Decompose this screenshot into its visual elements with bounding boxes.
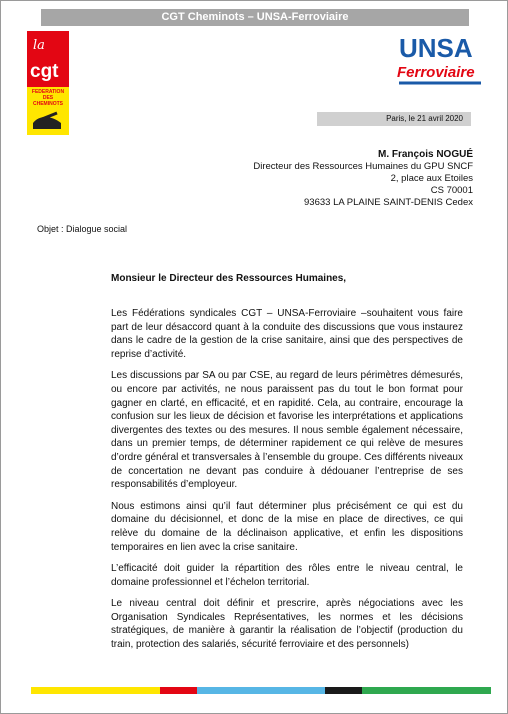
letter-date: Paris, le 21 avril 2020 [317, 112, 471, 126]
body-paragraph-1: Les Fédérations syndicales CGT – UNSA-Ferroviaire –souhaitent vous faire part de leur désaccord quant à la conduite des discussions que vous instaurez dans le cadre de la gestion de la crise sanitaire, ainsi que des perspectives de reprise d’activité. [111, 308, 463, 360]
body-paragraph-2: Les discussions par SA ou par CSE, au regard de leurs périmètres démesurés, ou encore par activités, ne nous paraissent pas du tout le bon format pour gagner en clarté, en efficacité, et en rapidité. Cela, au contraire, encourage la confusion sur les lieux de décision et favorise les interprétations et applications divergentes des textes ou des mesures. Il nous semble également nécessaire, dans un premier temps, de déterminer rapidement ce qui relève de mesures d’ordre général et transversales à l’ensemble du groupe. Ces différents niveaux de concertation ne devant pas conduire à dédouaner l’entreprise de ses responsabilités d’employeur. [111, 370, 463, 491]
unsa-logo-text: UNSA [399, 33, 473, 63]
recipient-address-2: CS 70001 [430, 185, 473, 196]
footer-segment-3 [197, 687, 326, 694]
header-banner: CGT Cheminots – UNSA-Ferroviaire [41, 9, 469, 26]
cgt-logo [27, 31, 69, 135]
unsa-logo-subtitle: Ferroviaire [397, 64, 475, 81]
recipient-address-3: 93633 LA PLAINE SAINT-DENIS Cedex [304, 197, 473, 208]
footer-segment-5 [362, 687, 491, 694]
unsa-logo [397, 29, 483, 91]
body-paragraph-5: Le niveau central doit définir et prescrire, après négociations avec les Organisation Syndicales Représentatives, les normes et les décisions stratégiques, de manière à garantir la réalisation de l’objectif (production du train, protection des salariés, sécurité ferroviaire et des personnels) [111, 598, 463, 651]
footer-segment-4 [325, 687, 362, 694]
recipient-title: Directeur des Ressources Humaines du GPU SNCF [253, 161, 473, 172]
cgt-logo-text: cgt [30, 61, 59, 82]
footer-segment-1 [31, 687, 160, 694]
cgt-logo-script: la [33, 38, 45, 53]
letter-subject: Objet : Dialogue social [37, 224, 128, 234]
footer-segment-2 [160, 687, 197, 694]
recipient-address-1: 2, place aux Etoiles [390, 173, 473, 184]
letter-salutation: Monsieur le Directeur des Ressources Humaines, [111, 273, 347, 284]
recipient-block [173, 149, 473, 209]
recipient-name: M. François NOGUÉ [377, 149, 473, 160]
body-paragraph-3: Nous estimons ainsi qu’il faut déterminer plus précisément ce qui est du domaine du décisionnel, et donc de la mise en place de directives, ce qui relève du domaine de la déclinaison applicative, et enfin les dispositions temporaires en lien avec la crise sanitaire. [111, 500, 463, 553]
footer-color-bar [31, 687, 491, 694]
letter-body [111, 307, 463, 660]
cgt-logo-subtitle: FÉDÉRATION DES CHEMINOTS [31, 89, 65, 107]
body-paragraph-4: L’efficacité doit guider la répartition des rôles entre le niveau central, le domaine professionnel et l’échelon territorial. [111, 563, 463, 588]
